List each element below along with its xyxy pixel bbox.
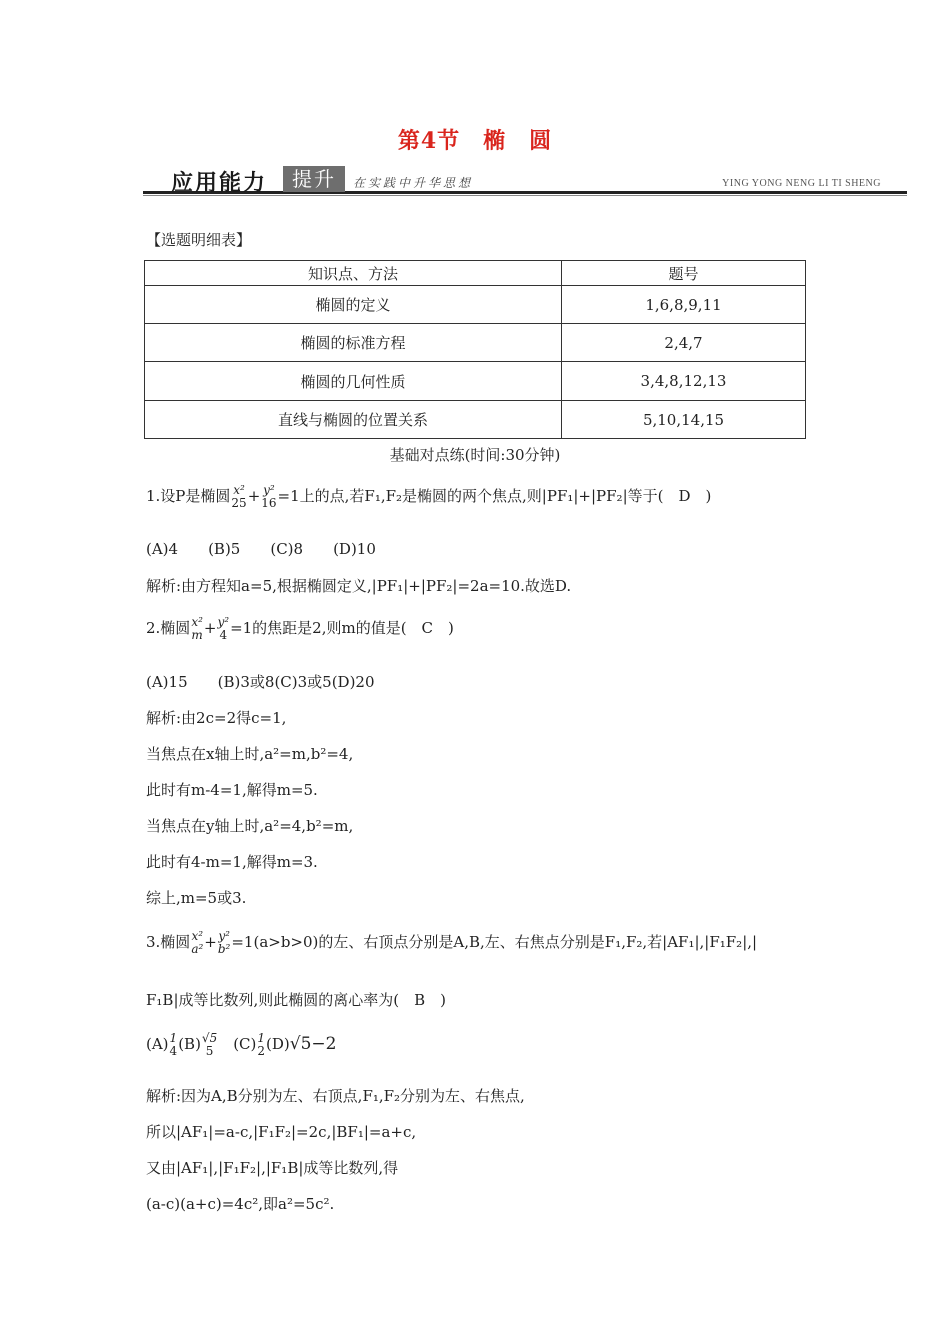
table-cell: 3,4,8,12,13 [562,362,806,401]
q2-options: (A)15 (B)3或8(C)3或5(D)20 [146,673,375,691]
q2-solution-line: 当焦点在y轴上时,a²=4,b²=m, [146,817,354,835]
table-header: 知识点、方法 [145,261,562,286]
frac-den: 16 [261,496,277,510]
q3-stem-end: =1(a>b>0)的左、右顶点分别是A,B,左、右焦点分别是F₁,F₂,若|AF₁|,|F₁F₂|,| [231,933,758,951]
q2-solution-line: 当焦点在x轴上时,a²=m,b²=4, [146,745,354,763]
table-cell: 椭圆的几何性质 [145,362,562,401]
table-cell: 椭圆的定义 [145,286,562,324]
frac-num: y² [218,929,230,943]
frac-den: 2 [257,1044,266,1058]
q2-fraction-y [217,616,229,642]
option-c-fraction [257,1032,265,1058]
frac-num: y² [263,483,275,497]
frac-den: 4 [169,1044,178,1058]
q3-stem-start: 3.椭圆 [146,933,191,951]
banner-subtitle: 在实践中升华思想 [353,176,474,190]
q3-fraction-x [191,930,203,956]
table-header-row [145,261,806,286]
q3-solution-line: 又由|AF₁|,|F₁F₂|,|F₁B|成等比数列,得 [146,1159,399,1177]
frac-num: x² [233,483,245,497]
frac-num: √5 [201,1031,218,1045]
q1-solution: 解析:由方程知a=5,根据椭圆定义,|PF₁|+|PF₂|=2a=10.故选D. [146,577,572,595]
table-cell: 5,10,14,15 [562,401,806,439]
question-1 [146,484,711,510]
q2-solution-line: 解析:由2c=2得c=1, [146,709,287,727]
frac-num: 1 [257,1031,266,1045]
q2-solution-line: 综上,m=5或3. [146,889,247,907]
frac-num: x² [191,929,204,943]
q3-options [146,1032,336,1058]
plus-sign: + [204,933,217,951]
q2-fraction-x [191,616,203,642]
frac-num: x² [191,615,203,629]
q3-solution-line: 解析:因为A,B分别为左、右顶点,F₁,F₂分别为左、右焦点, [146,1087,525,1105]
question-3 [146,930,757,956]
banner-pinyin: YING YONG NENG LI TI SHENG [722,178,881,189]
q3-stem-continued: F₁B|成等比数列,则此椭圆的离心率为( B ) [146,991,446,1009]
q2-stem-start: 2.椭圆 [146,619,191,637]
frac-den: 5 [205,1044,214,1058]
page-title: 第4节 椭 圆 [397,128,553,154]
q1-stem-end: =1上的点,若F₁,F₂是椭圆的两个焦点,则|PF₁|+|PF₂|等于( D ) [277,487,712,505]
frac-den: 4 [219,628,228,642]
q1-fraction-y [261,484,276,510]
table-header: 题号 [562,261,806,286]
q3-solution-line: 所以|AF₁|=a-c,|F₁F₂|=2c,|BF₁|=a+c, [146,1123,417,1141]
table-cell: 直线与椭圆的位置关系 [145,401,562,439]
frac-den: m [191,628,203,642]
q3-solution-line: (a-c)(a+c)=4c²,即a²=5c². [146,1195,335,1213]
plus-sign: + [203,619,217,637]
question-2 [146,616,454,642]
q2-solution-line: 此时有4-m=1,解得m=3. [146,853,318,871]
banner-main-text: 应用能力 [171,171,268,196]
frac-num: 1 [169,1031,178,1045]
option-label: (C) [218,1035,257,1053]
option-a-fraction [170,1032,178,1058]
banner-box-text: 提升 [283,166,345,192]
basic-practice-title: 基础对点练(时间:30分钟) [389,446,561,464]
frac-den: a² [191,942,204,956]
section-banner [143,164,907,200]
q1-fraction-x [231,484,246,510]
table-cell: 椭圆的标准方程 [145,324,562,362]
q1-options: (A)4 (B)5 (C)8 (D)10 [146,540,376,558]
table-row [145,286,806,324]
table-row [145,324,806,362]
option-b-fraction [202,1032,217,1058]
option-d-value: √5−2 [289,1034,337,1054]
table-cell: 2,4,7 [562,324,806,362]
frac-den: b² [217,942,231,956]
plus-sign: + [247,487,261,505]
table-cell: 1,6,8,9,11 [562,286,806,324]
option-label: (A) [146,1035,169,1053]
option-label: (B) [178,1035,201,1053]
frac-den: 25 [231,496,247,510]
table-row [145,401,806,439]
frac-num: y² [217,615,230,629]
q2-solution-line: 此时有m-4=1,解得m=5. [146,781,318,799]
q2-stem-end: =1的焦距是2,则m的值是( C ) [230,619,454,637]
option-label: (D) [266,1035,290,1053]
q1-stem-start: 1.设P是椭圆 [146,487,231,505]
section-label: 【选题明细表】 [146,231,252,249]
table-row [145,362,806,401]
q3-fraction-y [218,930,231,956]
topic-table [144,260,806,439]
